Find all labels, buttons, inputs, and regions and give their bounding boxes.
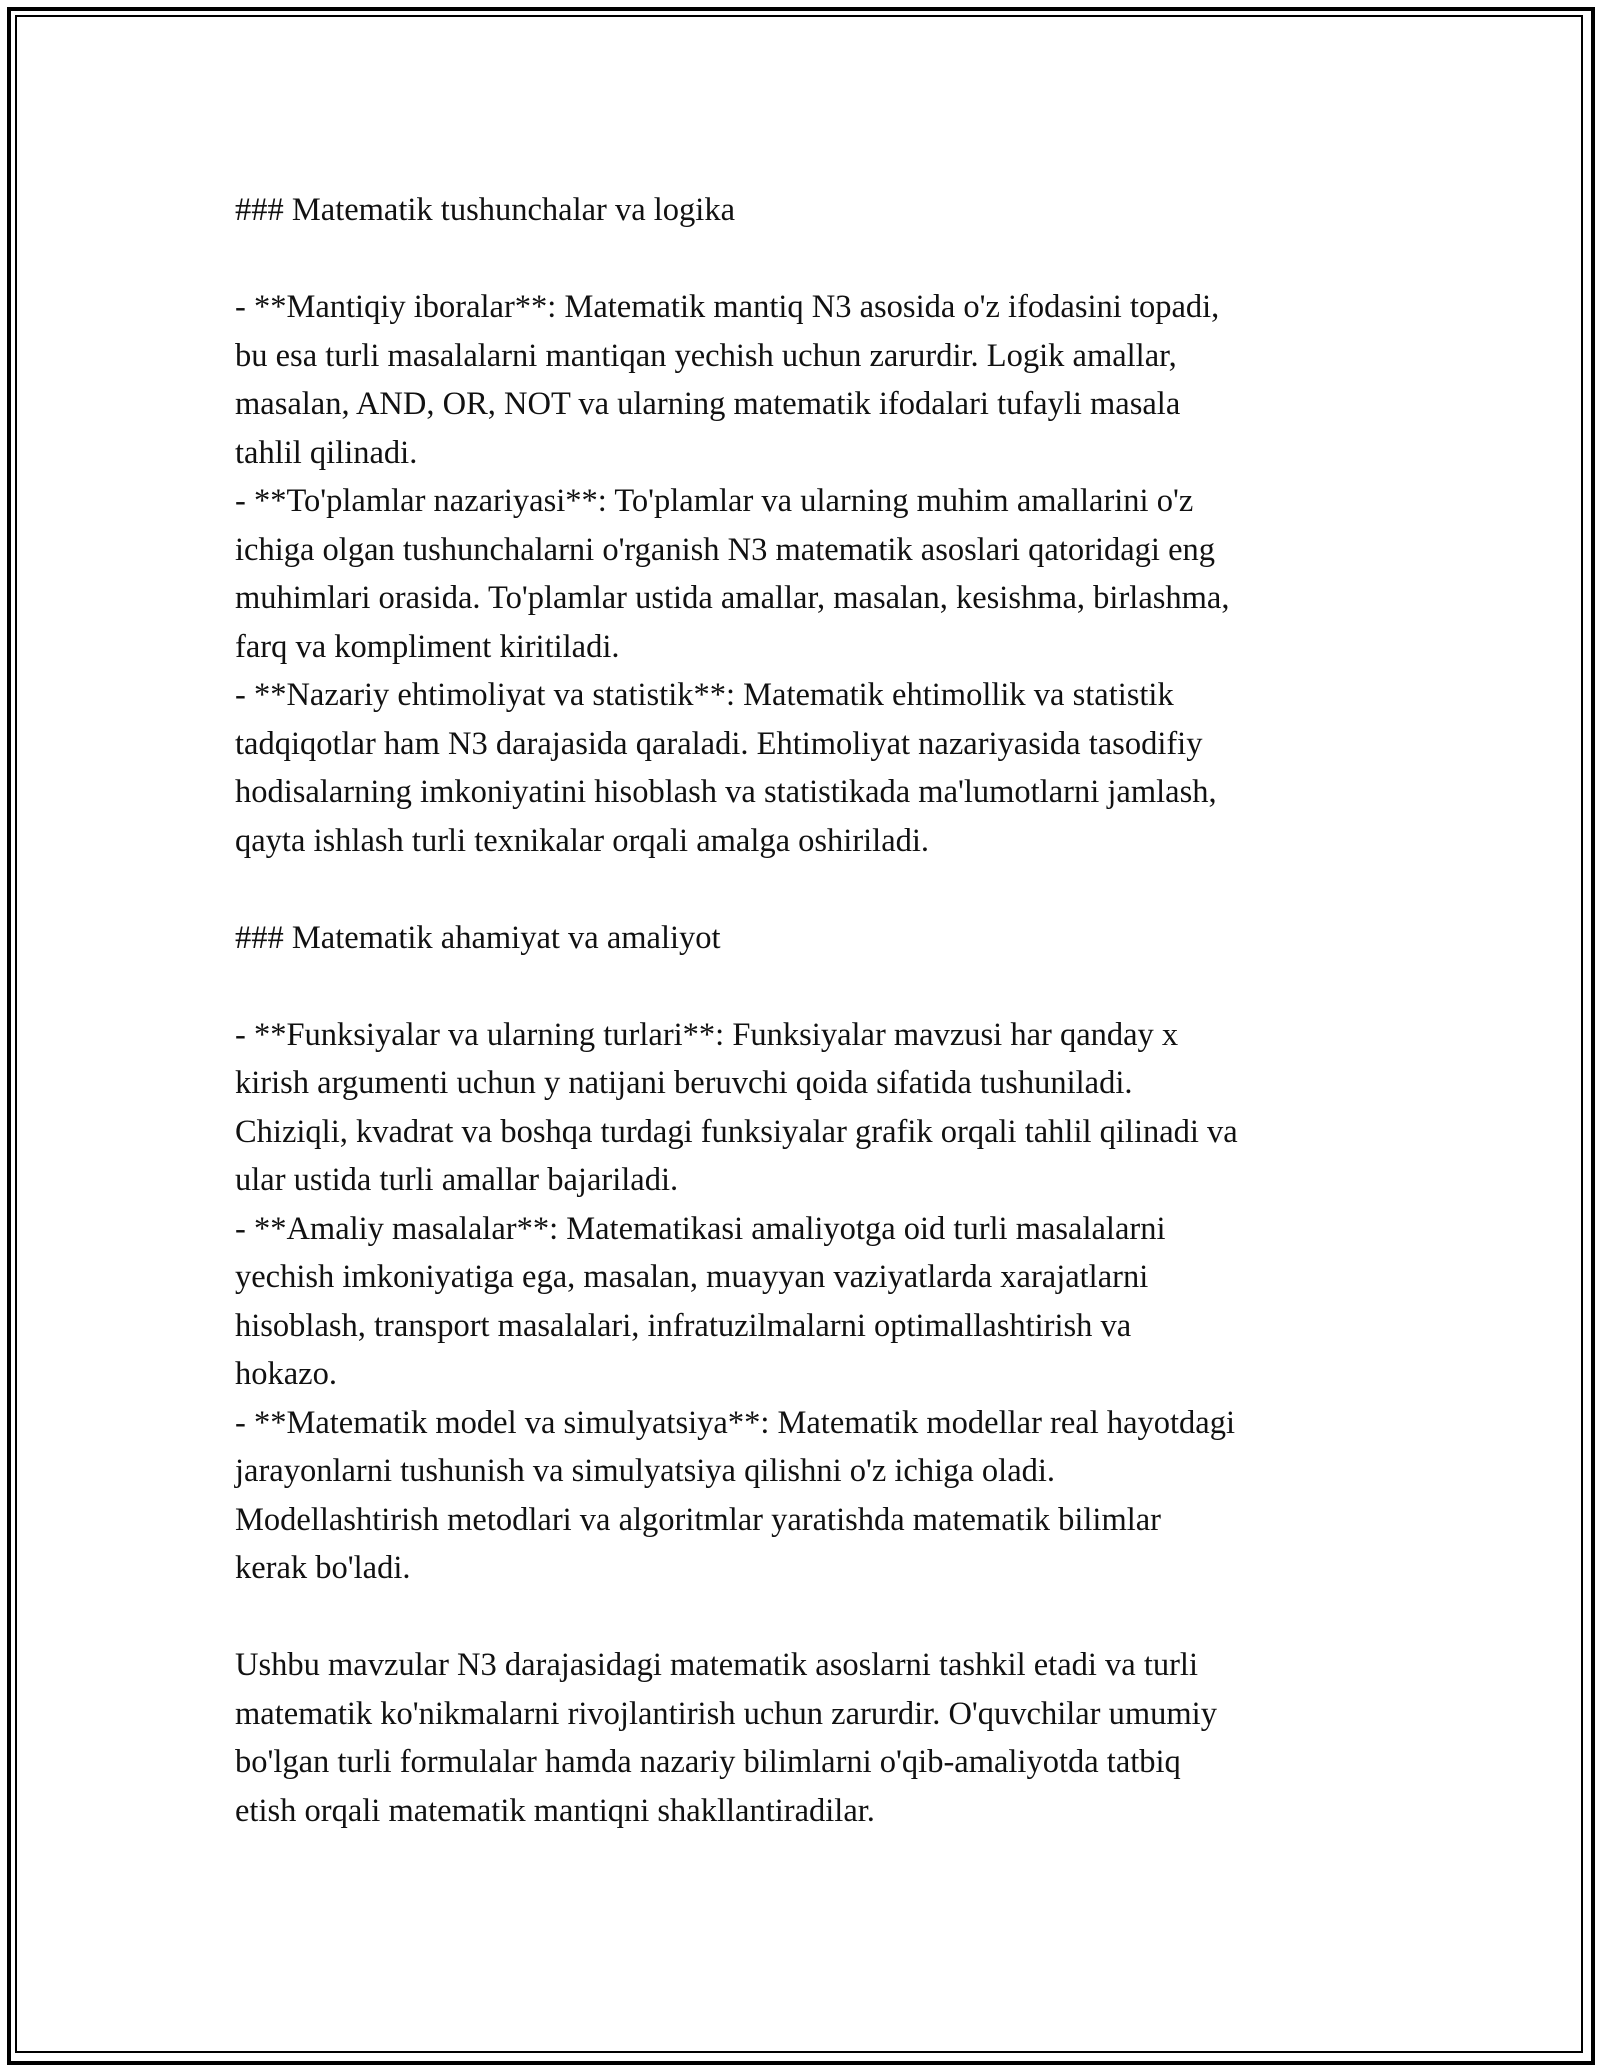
paragraph-line: etish orqali matematik mantiqni shakllantiradilar.	[235, 1792, 875, 1829]
list-item-line: bu esa turli masalalarni mantiqan yechish uchun zarurdir. Logik amallar,	[235, 337, 1177, 374]
paragraph-line: Ushbu mavzular N3 darajasidagi matematik asoslarni tashkil etadi va turli	[235, 1647, 1198, 1683]
list-item-line: - **Amaliy masalalar**: Matematikasi amaliyotga oid turli masalalarni	[235, 1210, 1166, 1247]
list-item-line: farq va kompliment kiritiladi.	[235, 628, 620, 665]
paragraph-line: bo'lgan turli formulalar hamda nazariy bilimlarni o'qib-amaliyotda tatbiq	[235, 1744, 1181, 1780]
list-item	[235, 283, 1380, 477]
list-item-line: hisoblash, transport masalalari, infratuzilmalarni optimallashtirish va	[235, 1307, 1132, 1344]
conclusion-paragraph	[235, 1641, 1380, 1835]
list-item	[235, 1399, 1380, 1593]
list-item-line: - **To'plamlar nazariyasi**: To'plamlar va ularning muhim amallarini o'z	[235, 483, 1194, 519]
list-item-line: jarayonlarni tushunish va simulyatsiya qilishni o'z ichiga oladi.	[235, 1453, 1056, 1489]
list-item-line: ichiga olgan tushunchalarni o'rganish N3 matematik asoslari qatoridagi eng	[235, 531, 1215, 568]
list-item-line: - **Matematik model va simulyatsiya**: Matematik modellar real hayotdagi	[235, 1404, 1236, 1441]
list-item-line: Chiziqli, kvadrat va boshqa turdagi funksiyalar grafik orqali tahlil qilinadi va	[235, 1113, 1238, 1150]
list-item-line: kirish argumenti uchun y natijani beruvchi qoida sifatida tushuniladi.	[235, 1065, 1133, 1101]
list-item	[235, 1011, 1380, 1205]
list-item-line: muhimlari orasida. To'plamlar ustida amallar, masalan, kesishma, birlashma,	[235, 580, 1230, 616]
list-item-line: yechish imkoniyatiga ega, masalan, muayyan vaziyatlarda xarajatlarni	[235, 1259, 1149, 1295]
list-item-line: - **Funksiyalar va ularning turlari**: Funksiyalar mavzusi har qanday x	[235, 1016, 1179, 1053]
list-item-line: qayta ishlash turli texnikalar orqali amalga oshiriladi.	[235, 822, 930, 859]
list-item-line: kerak bo'ladi.	[235, 1550, 411, 1586]
list-item	[235, 1205, 1380, 1399]
list-item-line: - **Mantiqiy iboralar**: Matematik mantiq N3 asosida o'z ifodasini topadi,	[235, 289, 1220, 325]
list-item-line: tadqiqotlar ham N3 darajasida qaraladi. Ehtimoliyat nazariyasida tasodifiy	[235, 725, 1203, 762]
section-heading: ### Matematik tushunchalar va logika	[235, 192, 736, 228]
document-body	[235, 186, 1380, 1835]
list-item-line: hokazo.	[235, 1356, 337, 1392]
list-item-line: Modellashtirish metodlari va algoritmlar yaratishda matematik bilimlar	[235, 1501, 1161, 1538]
list-item-line: masalan, AND, OR, NOT va ularning matematik ifodalari tufayli masala	[235, 386, 1181, 422]
list-item-line: tahlil qilinadi.	[235, 434, 418, 471]
list-item	[235, 477, 1380, 671]
section-heading: ### Matematik ahamiyat va amaliyot	[235, 919, 721, 956]
list-item-line: ular ustida turli amallar bajariladi.	[235, 1162, 679, 1198]
list-item-line: hodisalarning imkoniyatini hisoblash va statistikada ma'lumotlarni jamlash,	[235, 774, 1217, 810]
list-item	[235, 671, 1380, 865]
list-item-line: - **Nazariy ehtimoliyat va statistik**: Matematik ehtimollik va statistik	[235, 677, 1174, 713]
paragraph-line: matematik ko'nikmalarni rivojlantirish uchun zarurdir. O'quvchilar umumiy	[235, 1695, 1217, 1732]
